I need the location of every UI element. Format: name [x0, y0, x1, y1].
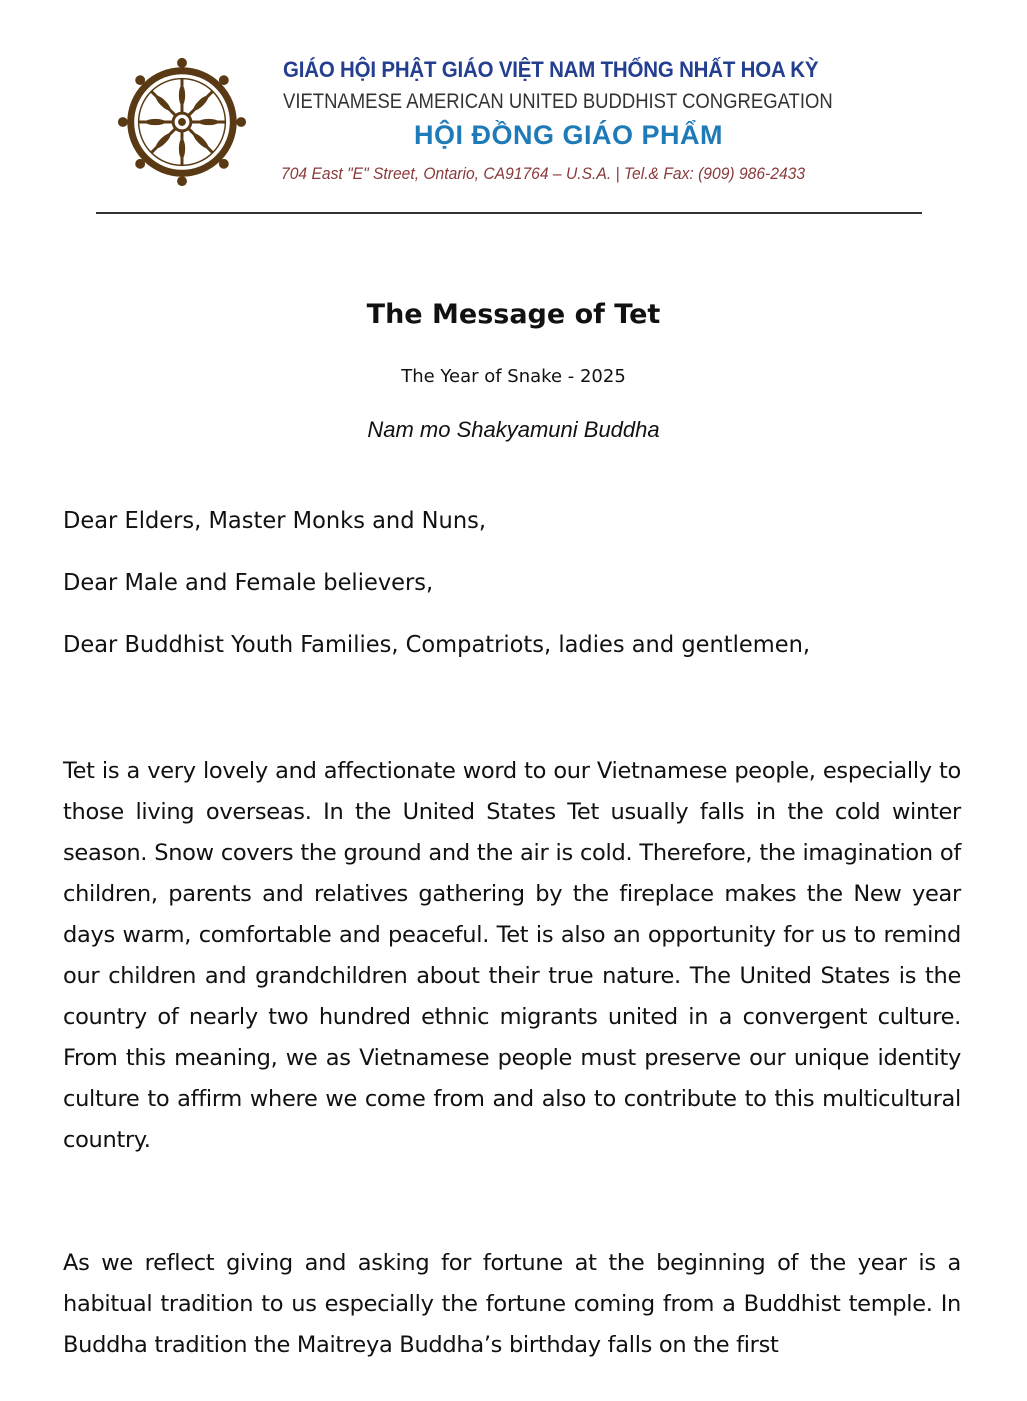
invocation: Nam mo Shakyamuni Buddha	[367, 417, 660, 442]
header-divider	[96, 212, 922, 214]
letterhead	[0, 0, 1027, 230]
body-paragraph: As we reflect giving and asking for fortune at the beginning of the year is a habitual tradition to us especially the fortune coming from a Buddhist temple. In Buddha tradition the Maitreya Buddha’s birthday falls on the first	[63, 1250, 961, 1358]
document-subtitle: The Year of Snake - 2025	[401, 366, 626, 387]
dharma-wheel-icon	[113, 48, 251, 196]
org-address: 704 East "E" Street, Ontario, CA91764 – U.S.A. | Tel.& Fax: (909) 986-2433	[281, 164, 806, 183]
body-paragraph: Tet is a very lovely and affectionate word to our Vietnamese people, especially to those living overseas. In the United States Tet usually falls in the cold winter season. Snow covers the ground and the air is cold. Therefore, the imagination of children, parents and relatives gathering by the fireplace makes the New year days warm, comfortable and peaceful. Tet is also an opportunity for us to remind our children and grandchildren about their true nature. The United States is the country of nearly two hundred ethnic migrants united in a convergent culture. From this meaning, we as Vietnamese people must preserve our unique identity culture to affirm where we come from and also to contribute to this multicultural country.	[63, 758, 961, 1153]
salutation-line: Dear Male and Female believers,	[63, 570, 434, 596]
salutation-line: Dear Buddhist Youth Families, Compatriots, ladies and gentlemen,	[63, 632, 811, 658]
document-title: The Message of Tet	[366, 299, 661, 330]
council-name: HỘI ĐỒNG GIÁO PHẨM	[414, 120, 724, 150]
org-name-vietnamese: GIÁO HỘI PHẬT GIÁO VIỆT NAM THỐNG NHẤT HOA KỲ	[283, 57, 819, 82]
org-name-english: VIETNAMESE AMERICAN UNITED BUDDHIST CONGREGATION	[283, 90, 833, 113]
salutation-line: Dear Elders, Master Monks and Nuns,	[63, 508, 487, 534]
